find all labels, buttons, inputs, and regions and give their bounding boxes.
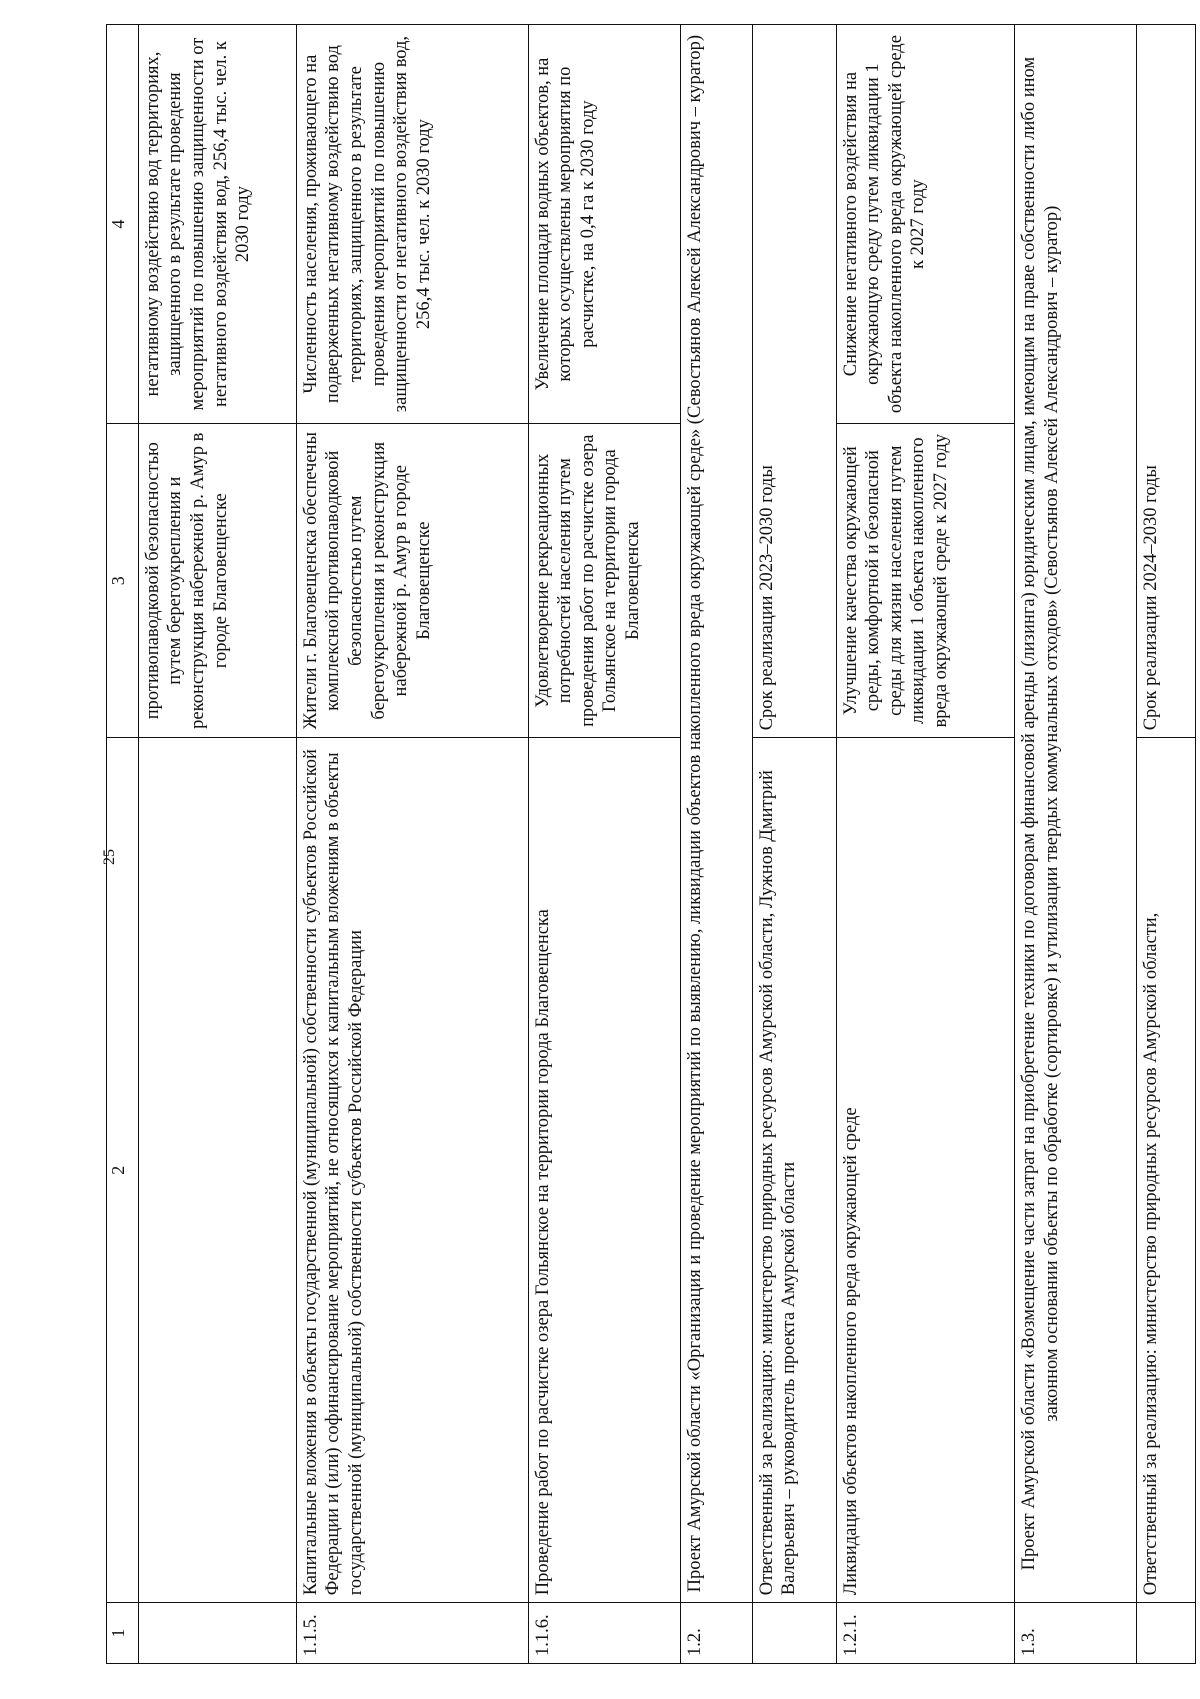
project-title: Проект Амурской области «Организация и проведение мероприятий по выявлению, ликвидации объектов накопленного вреда окружающей среде» (Севостьянов Алексей Александрович – куратор) bbox=[681, 25, 752, 1603]
table-row-1-2 bbox=[681, 25, 752, 1664]
table-header-row bbox=[107, 25, 139, 1664]
table-row-1-3 bbox=[1015, 25, 1137, 1664]
row-number: 1.2.1. bbox=[836, 1603, 1014, 1664]
row-number bbox=[138, 1603, 296, 1664]
header-col-3: 3 bbox=[107, 424, 139, 738]
row-effect: противопаводковой безопасностью путем берегоукрепления и реконструкция набережной р. Амур в городе Благовещенске bbox=[138, 424, 296, 738]
row-number-empty bbox=[1137, 1603, 1196, 1664]
row-name bbox=[138, 738, 296, 1603]
table-row-1-2-1 bbox=[836, 25, 1014, 1664]
row-effect: Улучшение качества окружающей среды, комфортной и безопасной среды для жизни населения путем ликвидации 1 объекта накопленного вреда окружающей среде к 2027 году bbox=[836, 424, 1014, 738]
table-row-1-1-6 bbox=[528, 25, 681, 1664]
header-col-4: 4 bbox=[107, 25, 139, 424]
implementation-term: Срок реализации 2024–2030 годы bbox=[1137, 25, 1196, 738]
row-indicator: Численность населения, проживающего на подверженных негативному воздействию вод территориях, защищенного в результате проведения мероприятий по повышению защищенности от негативного воздействия вод, 256,4 тыс. чел. к 2030 году bbox=[296, 25, 528, 424]
header-col-1: 1 bbox=[107, 1603, 139, 1664]
row-indicator: негативному воздействию вод территориях, защищенного в результате проведения мероприятий по повышению защищенности от негативного воздействия вод, 256,4 тыс. чел. к 2030 году bbox=[138, 25, 296, 424]
row-name: Проведение работ по расчистке озера Гольянское на территории города Благовещенска bbox=[528, 738, 681, 1603]
page-number: 25 bbox=[101, 849, 118, 865]
header-col-2: 2 bbox=[107, 738, 139, 1603]
row-name: Капитальные вложения в объекты государственной (муниципальной) собственности субъектов Российской Федерации и (или) софинансирование мероприятий, не относящихся к капитальным вложениям в объекты государственной (муниципальной) собственности субъектов Российской Федерации bbox=[296, 738, 528, 1603]
row-number: 1.2. bbox=[681, 1603, 752, 1664]
project-title: Проект Амурской области «Возмещение части затрат на приобретение техники по договорам финансовой аренды (лизинга) юридическим лицам, имеющим на праве собственности либо ином законном основании объекты по обработке (сортировке) и утилизации твердых коммунальных отходов» (Севостьянов Алексей Александрович – куратор) bbox=[1015, 25, 1137, 1603]
row-number: 1.1.6. bbox=[528, 1603, 681, 1664]
row-indicator: Увеличение площади водных объектов, на которых осуществлены мероприятия по расчистке, на 0,4 га к 2030 году bbox=[528, 25, 681, 424]
row-name: Ликвидация объектов накопленного вреда окружающей среде bbox=[836, 738, 1014, 1603]
program-table bbox=[106, 24, 1196, 1664]
row-number: 1.3. bbox=[1015, 1603, 1137, 1664]
implementation-term: Срок реализации 2023–2030 годы bbox=[752, 25, 836, 738]
responsible-text: Ответственный за реализацию: министерство природных ресурсов Амурской области, Лужнов Дмитрий Валерьевич – руководитель проекта Амурской области bbox=[752, 738, 836, 1603]
table-row-continuation bbox=[138, 25, 296, 1664]
responsible-text: Ответственный за реализацию: министерство природных ресурсов Амурской области, bbox=[1137, 738, 1196, 1603]
row-number: 1.1.5. bbox=[296, 1603, 528, 1664]
rotated-table-wrapper bbox=[106, 24, 1196, 1664]
table-row-responsible bbox=[1137, 25, 1196, 1664]
row-effect: Удовлетворение рекреационных потребностей населения путем проведения работ по расчистке озера Гольянское на территории города Благовещенска bbox=[528, 424, 681, 738]
row-number-empty bbox=[752, 1603, 836, 1664]
row-effect: Жители г. Благовещенска обеспечены комплексной противопаводковой безопасностью путем берегоукрепления и реконструкция набережной р. Амур в городе Благовещенске bbox=[296, 424, 528, 738]
table-row-1-1-5 bbox=[296, 25, 528, 1664]
table-row-responsible bbox=[752, 25, 836, 1664]
row-indicator: Снижение негативного воздействия на окружающую среду путем ликвидации 1 объекта накопленного вреда окружающей среде к 2027 году bbox=[836, 25, 1014, 424]
